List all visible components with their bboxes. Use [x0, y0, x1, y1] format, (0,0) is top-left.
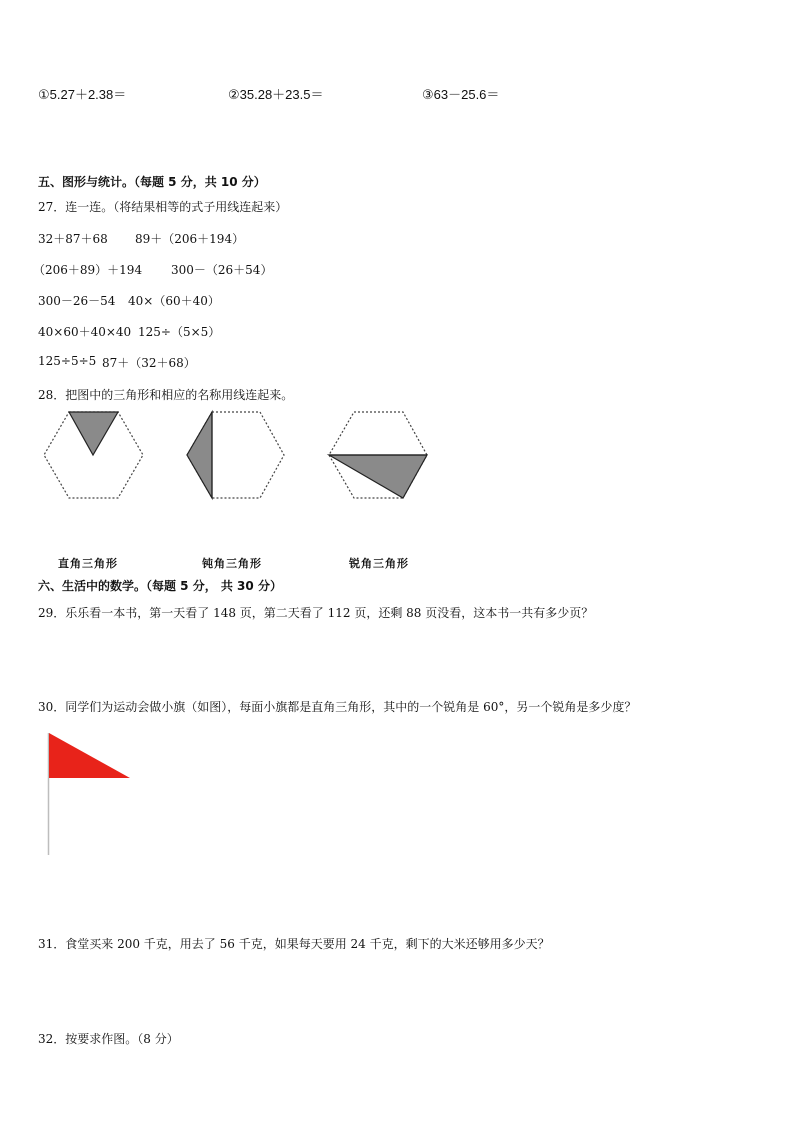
q27-expr-left-2: （206＋89）＋194 — [33, 263, 143, 277]
q27-expr-left-5: 125÷5÷5 — [38, 354, 97, 368]
q27-expr-right-3: 40×（60＋40） — [128, 294, 220, 308]
calc-item-1: ①5.27＋2.38＝ — [38, 87, 127, 102]
q27-expr-right-2: 300－（26＋54） — [171, 263, 273, 277]
calc-item-3: ③63－25.6＝ — [422, 87, 500, 102]
q29-text: 29．乐乐看一本书，第一天看了 148 页，第二天看了 112 页，还剩 88 页没看，这本书一共有多少页？ — [38, 606, 594, 620]
triangle-label-obtuse: 钝角三角形 — [202, 557, 262, 570]
q31-text: 31．食堂买来 200 千克，用去了 56 千克，如果每天要用 24 千克，剩下的大米还够用多少天？ — [38, 937, 550, 951]
section-5-title: 五、图形与统计。（每题 5 分，共 10 分） — [38, 175, 266, 189]
q27-text: 27．连一连。（将结果相等的式子用线连起来） — [38, 200, 288, 214]
q30-text: 30．同学们为运动会做小旗（如图），每面小旗都是直角三角形，其中的一个锐角是 60°，另一个锐角是多少度？ — [38, 700, 637, 714]
flag-triangle — [49, 733, 130, 778]
q27-expr-left-3: 300－26－54 — [38, 294, 116, 308]
q27-expr-right-4: 125÷（5×5） — [138, 325, 221, 339]
q27-expr-left-4: 40×60＋40×40 — [38, 325, 132, 339]
q32-text: 32．按要求作图。（8 分） — [38, 1032, 179, 1046]
calc-item-2: ②35.28＋23.5＝ — [228, 87, 324, 102]
q27-expr-left-1: 32＋87＋68 — [38, 232, 108, 246]
section-6-title: 六、生活中的数学。（每题 5 分， 共 30 分） — [38, 579, 282, 593]
triangle-label-right: 直角三角形 — [58, 557, 118, 570]
q27-expr-right-5: 87＋（32＋68） — [102, 356, 196, 370]
q28-text: 28．把图中的三角形和相应的名称用线连起来。 — [38, 388, 294, 402]
triangle-label-acute: 锐角三角形 — [349, 557, 409, 570]
q27-expr-right-1: 89＋（206＋194） — [135, 232, 245, 246]
